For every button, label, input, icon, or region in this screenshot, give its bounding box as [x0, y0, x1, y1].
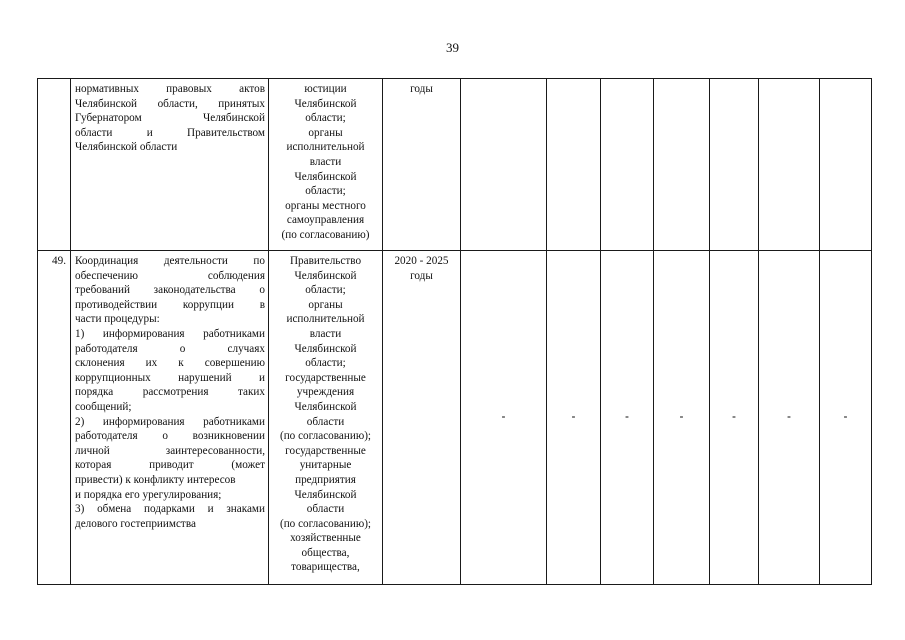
- term-cell: [383, 79, 461, 251]
- measure-name-line: личной заинтересованности,: [75, 444, 265, 457]
- executor-line: области: [306, 503, 345, 516]
- measure-name-line: 1) информирования работниками: [75, 327, 265, 340]
- executor-line: области;: [305, 357, 346, 370]
- table-row: [38, 79, 872, 251]
- measure-name-line: обеспечению соблюдения: [75, 269, 265, 282]
- executor-line: области;: [305, 112, 346, 125]
- measure-name-line: Челябинской области, принятых: [75, 97, 265, 110]
- measure-name-line: Координация деятельности по: [75, 255, 265, 267]
- executor-cell: [269, 251, 383, 585]
- value-cell: [461, 79, 547, 251]
- value-cell: -: [654, 251, 710, 585]
- executor-line: Челябинской: [294, 269, 357, 282]
- executor-line: области: [306, 415, 345, 428]
- measure-name-line: которая приводит (может: [75, 459, 265, 472]
- executor-line: унитарные: [299, 459, 352, 472]
- value-cell: -: [461, 251, 547, 585]
- measure-name-line: привести) к конфликту интересов: [75, 473, 236, 486]
- executor-line: учреждения: [296, 386, 355, 399]
- measure-name-line: и порядка его урегулирования;: [75, 488, 222, 501]
- measure-name-line: части процедуры:: [75, 313, 160, 326]
- row-number-cell: 49.: [38, 251, 71, 585]
- table-row: [38, 251, 872, 585]
- measure-name-line: Челябинской области: [75, 141, 178, 154]
- executor-line: Челябинской: [294, 97, 357, 110]
- measure-name-line: противодействии коррупции в: [75, 298, 265, 311]
- executor-line: государственные: [285, 371, 366, 384]
- executor-line: области;: [305, 185, 346, 198]
- executor-line: органы: [308, 298, 343, 311]
- measure-name-line: склонения их к совершению: [75, 357, 265, 370]
- executor-line: Челябинской: [294, 488, 357, 501]
- executor-line: органы: [308, 126, 343, 139]
- executor-line: Правительство: [289, 255, 362, 267]
- value-cell: [759, 79, 820, 251]
- value-cell: [710, 79, 759, 251]
- value-cell: -: [710, 251, 759, 585]
- measure-name-line: 3) обмена подарками и знаками: [75, 503, 265, 516]
- measure-name-line: сообщений;: [75, 400, 132, 413]
- measure-name-line: области и Правительством: [75, 126, 265, 139]
- term-line: 2020 - 2025: [394, 255, 449, 267]
- measure-name-line: работодателя о возникновении: [75, 430, 265, 443]
- measure-name-line: коррупционных нарушений и: [75, 371, 265, 384]
- executor-line: общества,: [301, 546, 350, 559]
- measure-name-line: порядка рассмотрения таких: [75, 386, 265, 399]
- value-cell: -: [601, 251, 654, 585]
- value-cell: [820, 79, 872, 251]
- measure-name-line: требований законодательства о: [75, 284, 265, 297]
- executor-line: власти: [309, 155, 342, 168]
- value-cell: [654, 79, 710, 251]
- value-cell: [547, 79, 601, 251]
- measure-name-line: нормативных правовых актов: [75, 83, 265, 95]
- value-cell: -: [820, 251, 872, 585]
- executor-line: Челябинской: [294, 342, 357, 355]
- executor-line: области;: [305, 284, 346, 297]
- executor-line: власти: [309, 327, 342, 340]
- executor-line: государственные: [285, 444, 366, 457]
- executor-line: хозяйственные: [290, 532, 361, 545]
- executor-line: предприятия: [295, 473, 356, 486]
- term-line: годы: [410, 269, 433, 282]
- executor-line: исполнительной: [286, 141, 365, 154]
- measure-name-cell: [71, 251, 269, 585]
- measures-table: [37, 78, 872, 585]
- executor-line: юстиции: [304, 83, 347, 95]
- executor-line: органы местного: [285, 199, 366, 212]
- value-cell: [601, 79, 654, 251]
- executor-line: Челябинской: [294, 170, 357, 183]
- value-cell: -: [759, 251, 820, 585]
- measure-name-line: 2) информирования работниками: [75, 415, 265, 428]
- executor-line: Челябинской: [294, 400, 357, 413]
- measure-name-line: делового гостеприимства: [75, 517, 196, 530]
- term-line: годы: [410, 83, 433, 95]
- executor-line: (по согласованию);: [279, 430, 372, 443]
- measure-name-line: работодателя о случаях: [75, 342, 265, 355]
- page-number: 39: [446, 40, 459, 55]
- row-number-cell: [38, 79, 71, 251]
- executor-line: (по согласованию);: [279, 517, 372, 530]
- term-cell: [383, 251, 461, 585]
- measure-name-cell: [71, 79, 269, 251]
- measure-name-line: Губернатором Челябинской: [75, 112, 265, 125]
- executor-cell: [269, 79, 383, 251]
- executor-line: товарищества,: [291, 561, 360, 574]
- executor-line: самоуправления: [286, 214, 365, 227]
- value-cell: -: [547, 251, 601, 585]
- executor-line: (по согласованию): [281, 228, 370, 241]
- executor-line: исполнительной: [286, 313, 365, 326]
